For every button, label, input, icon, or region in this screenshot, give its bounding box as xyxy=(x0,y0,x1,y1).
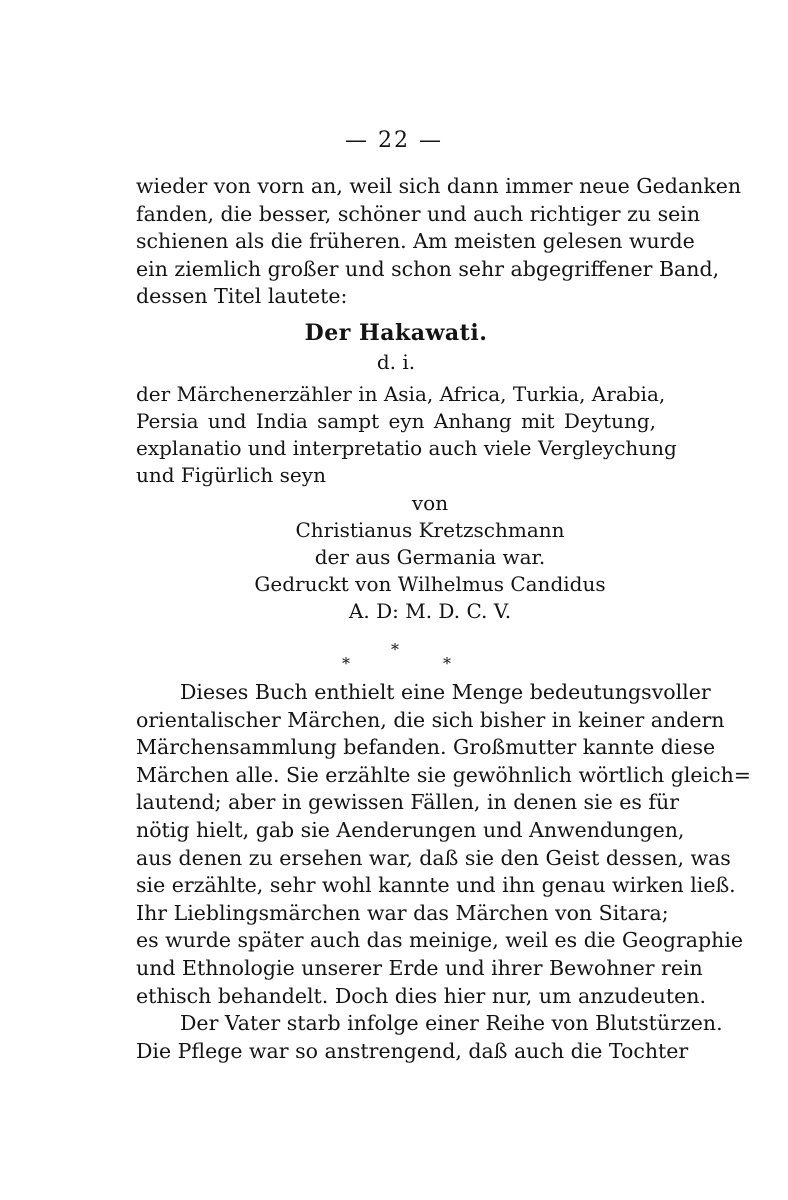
page-number: — 22 — xyxy=(345,128,443,153)
text-line: schienen als die früheren. Am meisten gelesen wurde xyxy=(136,229,695,254)
text-line: aus denen zu ersehen war, daß sie den Geist dessen, was xyxy=(136,845,731,870)
subtitle-line: der Märchenerzähler in Asia, Africa, Turkia, Arabia, xyxy=(136,382,666,406)
imprint-line: A. D: M. D. C. V. xyxy=(348,599,512,623)
imprint-line: von xyxy=(411,491,449,515)
text-line: Märchen alle. Sie erzählte sie gewöhnlich wörtlich gleich= xyxy=(136,762,751,787)
book-imprint xyxy=(170,490,690,625)
text-line: Dieses Buch enthielt eine Menge bedeutungsvoller xyxy=(180,680,711,704)
subtitle-line: explanatio und interpretatio auch viele Vergleychung xyxy=(136,436,677,460)
book-title-di: d. i. xyxy=(376,350,416,374)
text-line: nötig hielt, gab sie Aenderungen und Anwendungen, xyxy=(136,817,685,842)
paragraph-intro xyxy=(136,173,742,311)
text-line: ethisch behandelt. Doch dies hier nur, um anzudeuten. xyxy=(136,983,706,1008)
text-line: und Ethnologie unserer Erde und ihrer Bewohner rein xyxy=(136,955,703,980)
imprint-line: der aus Germania war. xyxy=(314,545,546,569)
section-separator xyxy=(0,640,788,674)
text-line: Der Vater starb infolge einer Reihe von Blutstürzen. xyxy=(180,1011,723,1035)
separator-star: * xyxy=(342,654,350,673)
separator-star: * xyxy=(391,640,399,659)
text-line: sie erzählte, sehr wohl kannte und ihn genau wirken ließ. xyxy=(136,873,736,898)
paragraph-book-description xyxy=(136,679,751,1010)
separator-star: * xyxy=(443,654,451,673)
text-line: lautend; aber in gewissen Fällen, in denen sie es für xyxy=(136,790,680,815)
text-line: orientalischer Märchen, die sich bisher in keiner andern xyxy=(136,707,725,732)
text-line: wieder von vorn an, weil sich dann immer neue Gedanken xyxy=(136,174,742,198)
text-line: ein ziemlich großer und schon sehr abgegriffener Band, xyxy=(136,256,720,281)
text-line: es wurde später auch das meinige, weil es die Geographie xyxy=(136,928,744,953)
imprint-line: Gedruckt von Wilhelmus Candidus xyxy=(254,572,606,596)
imprint-line: Christianus Kretzschmann xyxy=(295,518,565,542)
text-line: Ihr Lieblingsmärchen war das Märchen von Sitara; xyxy=(136,900,669,925)
text-line: Die Pflege war so anstrengend, daß auch die Tochter xyxy=(136,1038,689,1063)
subtitle-line: Persia und India sampt eyn Anhang mit Deytung, xyxy=(136,409,656,433)
text-line: dessen Titel lautete: xyxy=(136,284,348,309)
book-title: Der Hakawati. xyxy=(304,320,488,346)
text-line: fanden, die besser, schöner und auch richtiger zu sein xyxy=(136,201,701,226)
book-subtitle xyxy=(136,381,677,489)
text-line: Märchensammlung befanden. Großmutter kannte diese xyxy=(136,735,716,760)
subtitle-line: und Figürlich seyn xyxy=(136,463,326,487)
paragraph-father xyxy=(136,1010,723,1065)
book-title-block xyxy=(136,318,656,376)
